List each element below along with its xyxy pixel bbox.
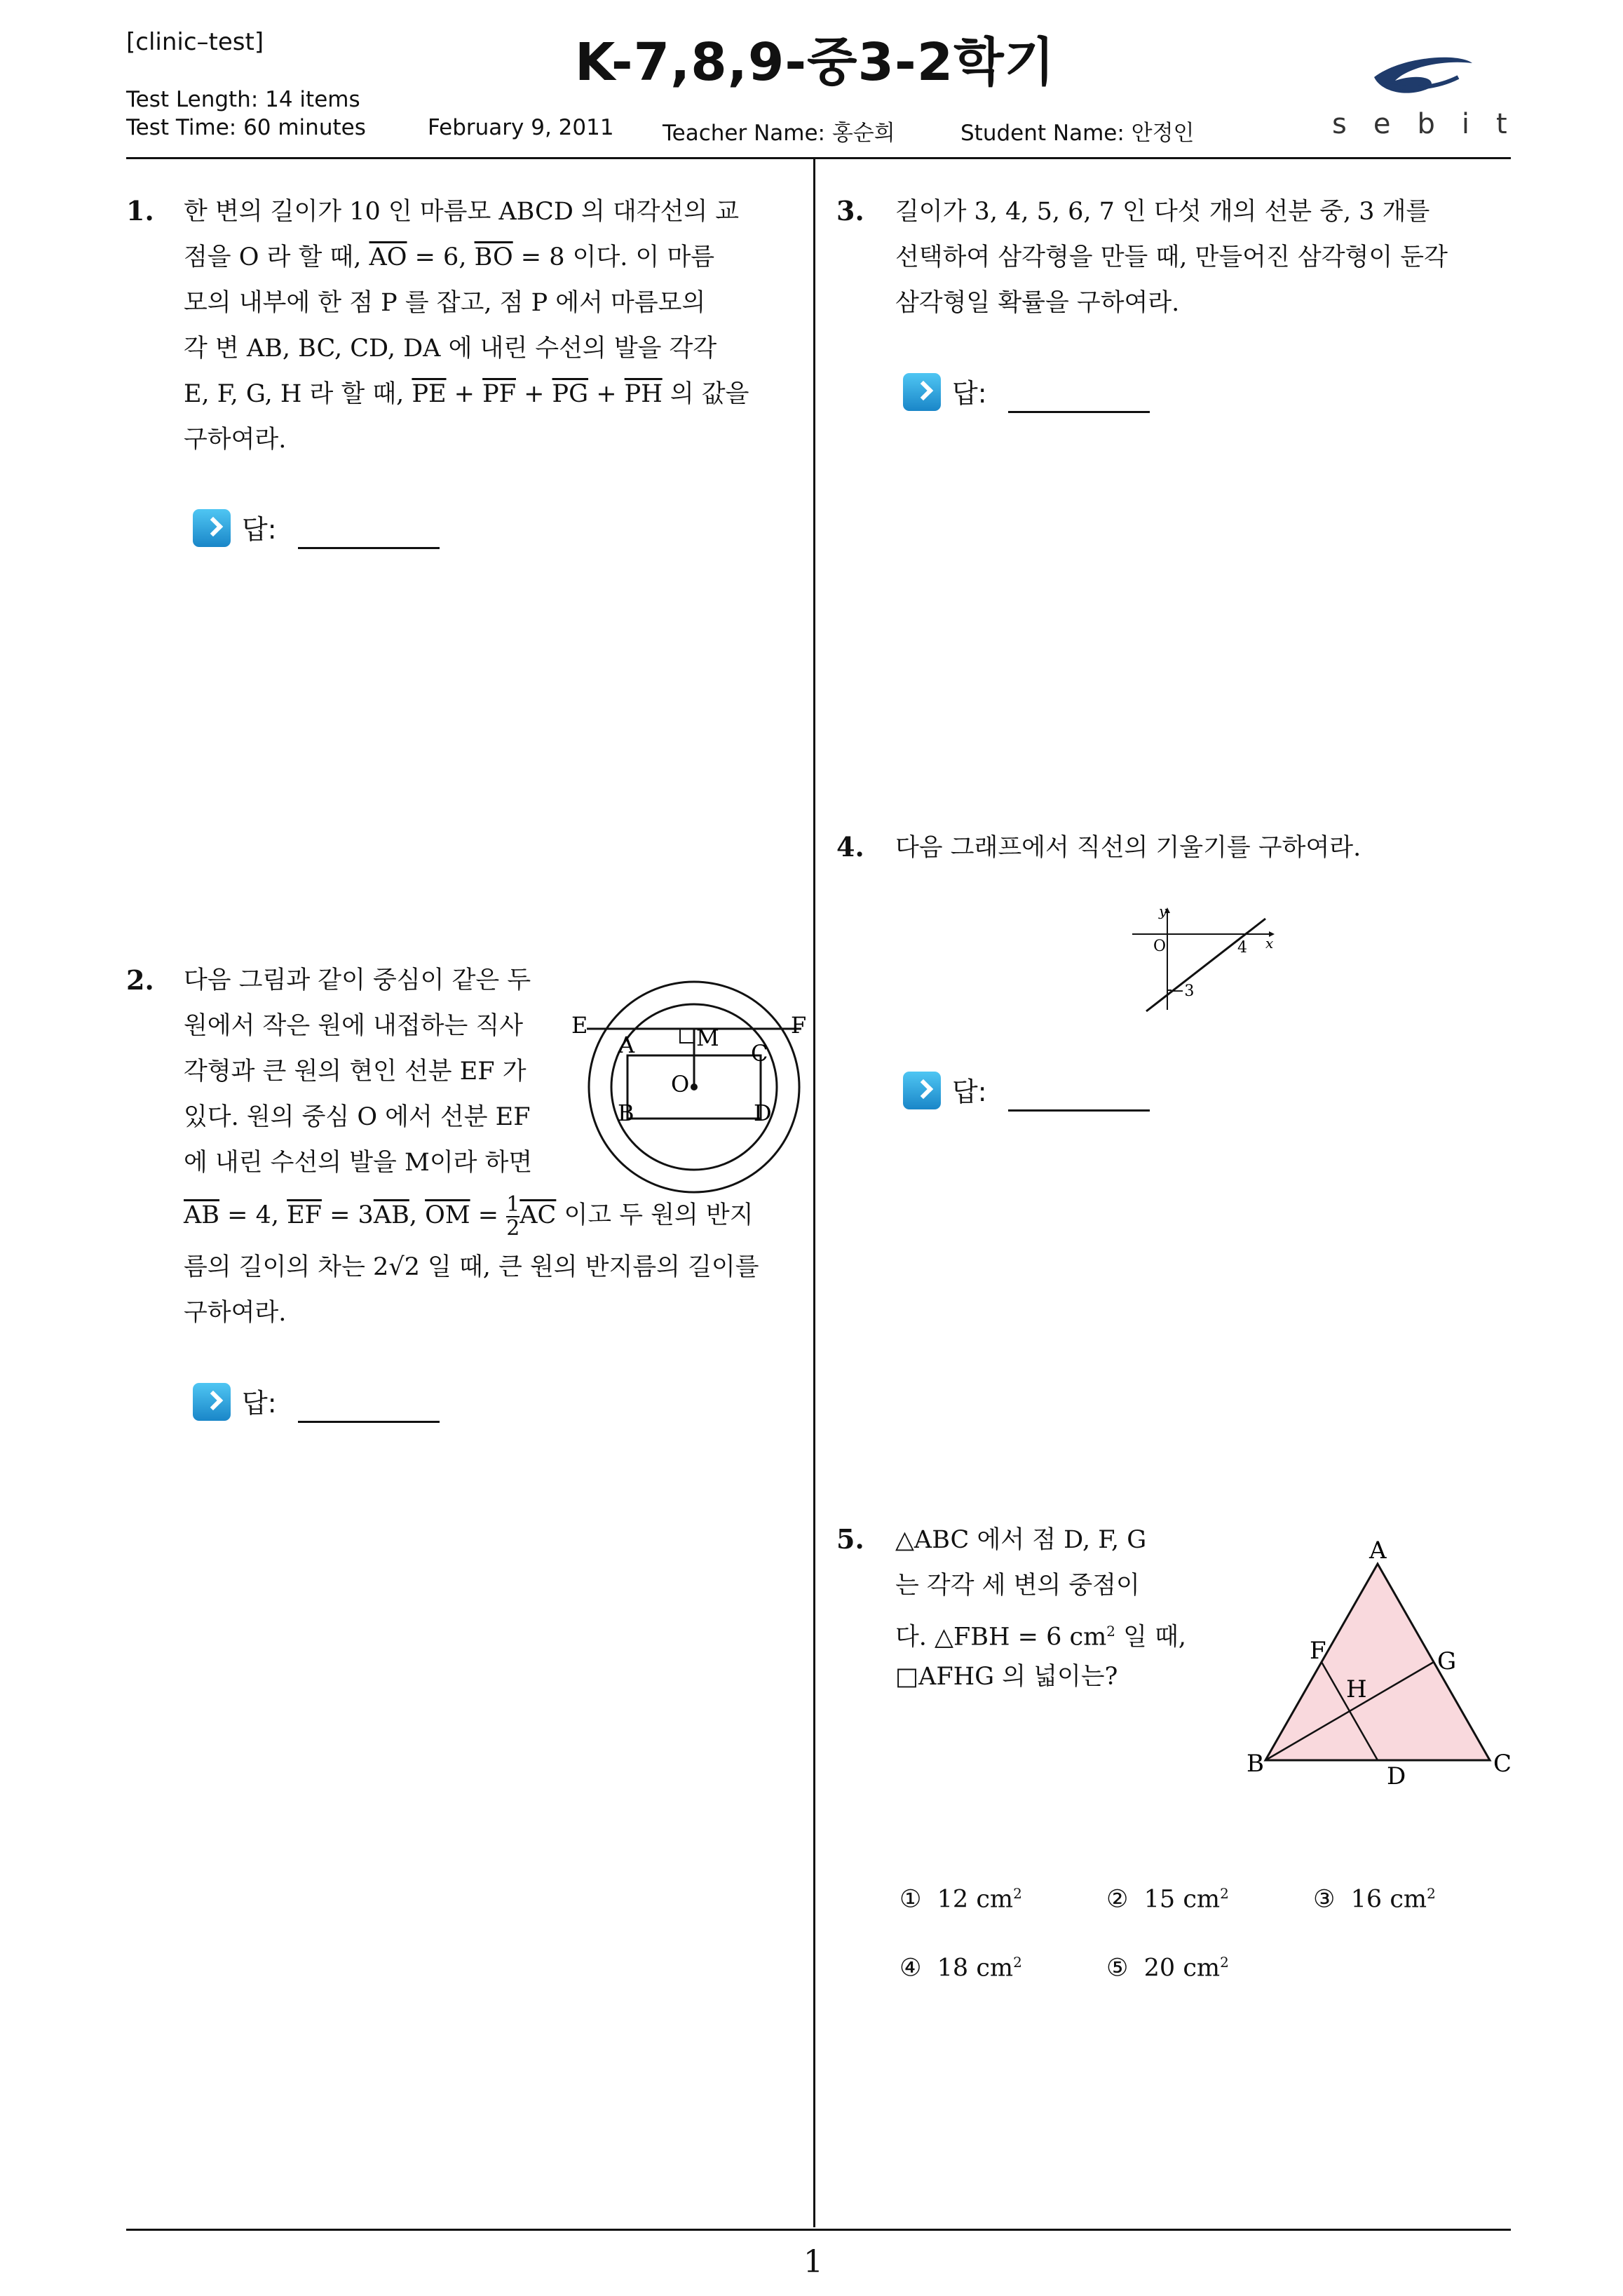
right-angle-mark	[680, 1029, 694, 1043]
label-x: x	[1265, 935, 1274, 952]
label-O: O	[671, 1071, 690, 1098]
header-info-row	[126, 115, 1248, 146]
label-F: F	[791, 1012, 807, 1039]
q2-line1: 다음 그림과 같이 중심이 같은 두	[184, 966, 531, 994]
label-B: B	[618, 1100, 634, 1126]
label-H: H	[1346, 1675, 1367, 1703]
q1-line3: 모의 내부에 한 점 P 를 잡고, 점 P 에서 마름모의	[184, 289, 706, 317]
label-D: D	[754, 1100, 772, 1126]
q5-option-3[interactable]: ③ 16 $cm^2$	[1313, 1885, 1436, 1914]
q1-line4: 각 변 AB, BC, CD, DA 에 내린 수선의 발을 각각	[184, 335, 717, 363]
q2-answer-blank[interactable]	[298, 1421, 440, 1423]
q5-option-2[interactable]: ② 15 $cm^2$	[1106, 1885, 1229, 1914]
footer-rule	[126, 2229, 1511, 2231]
graph-line	[1146, 919, 1265, 1011]
answer-arrow-icon	[193, 1383, 231, 1421]
q1-answer	[193, 504, 487, 560]
q1-line1: 한 변의 길이가 10 인 마름모 ABCD 의 대각선의 교	[184, 198, 740, 226]
label-E: E	[571, 1012, 588, 1039]
label-C: C	[1493, 1750, 1512, 1778]
q3-answer	[903, 367, 1197, 424]
q1-text	[184, 189, 749, 463]
q3-text	[895, 189, 1448, 326]
q5-option-5[interactable]: ⑤ 20 $cm^2$	[1106, 1954, 1229, 1983]
clinic-tag: [clinic–test]	[126, 28, 264, 56]
q5-line3: 다. △FBH = 6 $cm^2$ 일 때,	[895, 1623, 1187, 1652]
q2-fraction: $\frac{1}{2}$	[506, 1191, 520, 1241]
q5-option-1[interactable]: ① 12 $cm^2$	[899, 1885, 1022, 1914]
q5-line4: □AFHG 의 넓이는?	[895, 1663, 1118, 1691]
label-B: B	[1247, 1750, 1264, 1778]
q1-line6: 구하여라.	[184, 426, 287, 454]
q4-graph	[1125, 905, 1279, 1017]
q2-line4: 있다. 원의 중심 O 에서 선분 EF	[184, 1103, 531, 1131]
test-date: February 9, 2011	[428, 115, 614, 140]
answer-arrow-icon	[903, 373, 941, 411]
q5-figure	[1241, 1529, 1521, 1795]
q2-line8: 구하여라.	[184, 1299, 287, 1327]
logo-text: sebit	[1332, 108, 1534, 140]
student-name: Student Name: 안정인	[960, 121, 1195, 146]
q1-line2: 점을 O 라 할 때, $\overline{AO} = 6$, $\overline{BO} = 8$ 이다. 이 마름	[184, 243, 715, 271]
label-C: C	[751, 1040, 768, 1067]
q1-number: 1.	[126, 195, 154, 227]
test-time: Test Time: 60 minutes	[126, 115, 366, 140]
label-D: D	[1387, 1762, 1406, 1790]
label-F: F	[1310, 1637, 1326, 1665]
answer-label: 답:	[952, 378, 987, 409]
q2-figure	[571, 971, 810, 1203]
label-M: M	[696, 1025, 719, 1051]
q4-answer	[903, 1066, 1197, 1122]
q1-answer-blank[interactable]	[298, 547, 440, 549]
q2-line3: 각형과 큰 원의 현인 선분 EF 가	[184, 1058, 527, 1086]
q2-line6: $\overline{AB} = 4$, $\overline{EF} = 3\overline{AB}$, $\overline{OM}$ = $\frac{1}{2}$ $\overline{AC}$ 이고 두 원의 반지	[184, 1191, 754, 1241]
q1-line5: E, F, G, H 라 할 때, $\overline{PE} + \overline{PF} + \overline{PG} + \overline{PH}$ 의 값을	[184, 380, 749, 408]
q5-number: 5.	[836, 1523, 864, 1555]
label-y: y	[1159, 903, 1167, 919]
answer-arrow-icon	[193, 509, 231, 547]
header-rule	[126, 157, 1511, 159]
sebit-logo	[1318, 49, 1534, 147]
q4-answer-blank[interactable]	[1008, 1109, 1150, 1112]
label-A: A	[618, 1032, 635, 1058]
q4-text	[895, 825, 1361, 871]
q3-line2: 선택하여 삼각형을 만들 때, 만들어진 삼각형이 둔각	[895, 243, 1448, 271]
q5-line1: △ABC 에서 점 D, F, G	[895, 1526, 1147, 1554]
sebit-swoosh-icon	[1318, 49, 1534, 147]
label-neg3: −3	[1172, 982, 1195, 1000]
column-divider	[813, 158, 815, 2227]
teacher-name: Teacher Name: 홍순희	[663, 121, 895, 146]
answer-label: 답:	[952, 1076, 987, 1107]
q5-text	[895, 1518, 1186, 1700]
label-origin: O	[1153, 938, 1167, 955]
q2-answer	[193, 1377, 487, 1433]
q4-line1: 다음 그래프에서 직선의 기울기를 구하여라.	[895, 834, 1361, 862]
test-length: Test Length: 14 items	[126, 87, 360, 112]
label-A: A	[1369, 1537, 1387, 1565]
q4-number: 4.	[836, 831, 864, 863]
q2-line7: 름의 길이의 차는 2√2 일 때, 큰 원의 반지름의 길이를	[184, 1253, 759, 1281]
q2-line2: 원에서 작은 원에 내접하는 직사	[184, 1012, 524, 1040]
center-point	[691, 1083, 698, 1090]
q3-line1: 길이가 3, 4, 5, 6, 7 인 다섯 개의 선분 중, 3 개를	[895, 198, 1430, 226]
q5-option-4[interactable]: ④ 18 $cm^2$	[899, 1954, 1022, 1983]
q5-line2: 는 각각 세 변의 중점이	[895, 1572, 1140, 1600]
q3-line3: 삼각형일 확률을 구하여라.	[895, 289, 1180, 317]
page-number: 1	[803, 2244, 823, 2280]
answer-arrow-icon	[903, 1072, 941, 1109]
answer-label: 답:	[242, 514, 277, 545]
q3-answer-blank[interactable]	[1008, 411, 1150, 413]
q2-line5: 에 내린 수선의 발을 M이라 하면	[184, 1149, 533, 1177]
q2-number: 2.	[126, 964, 154, 996]
q3-number: 3.	[836, 195, 864, 227]
label-G: G	[1437, 1647, 1457, 1675]
label-4: 4	[1237, 939, 1247, 957]
answer-label: 답:	[242, 1388, 277, 1419]
page-title: K-7,8,9-중3-2학기	[575, 32, 1056, 93]
